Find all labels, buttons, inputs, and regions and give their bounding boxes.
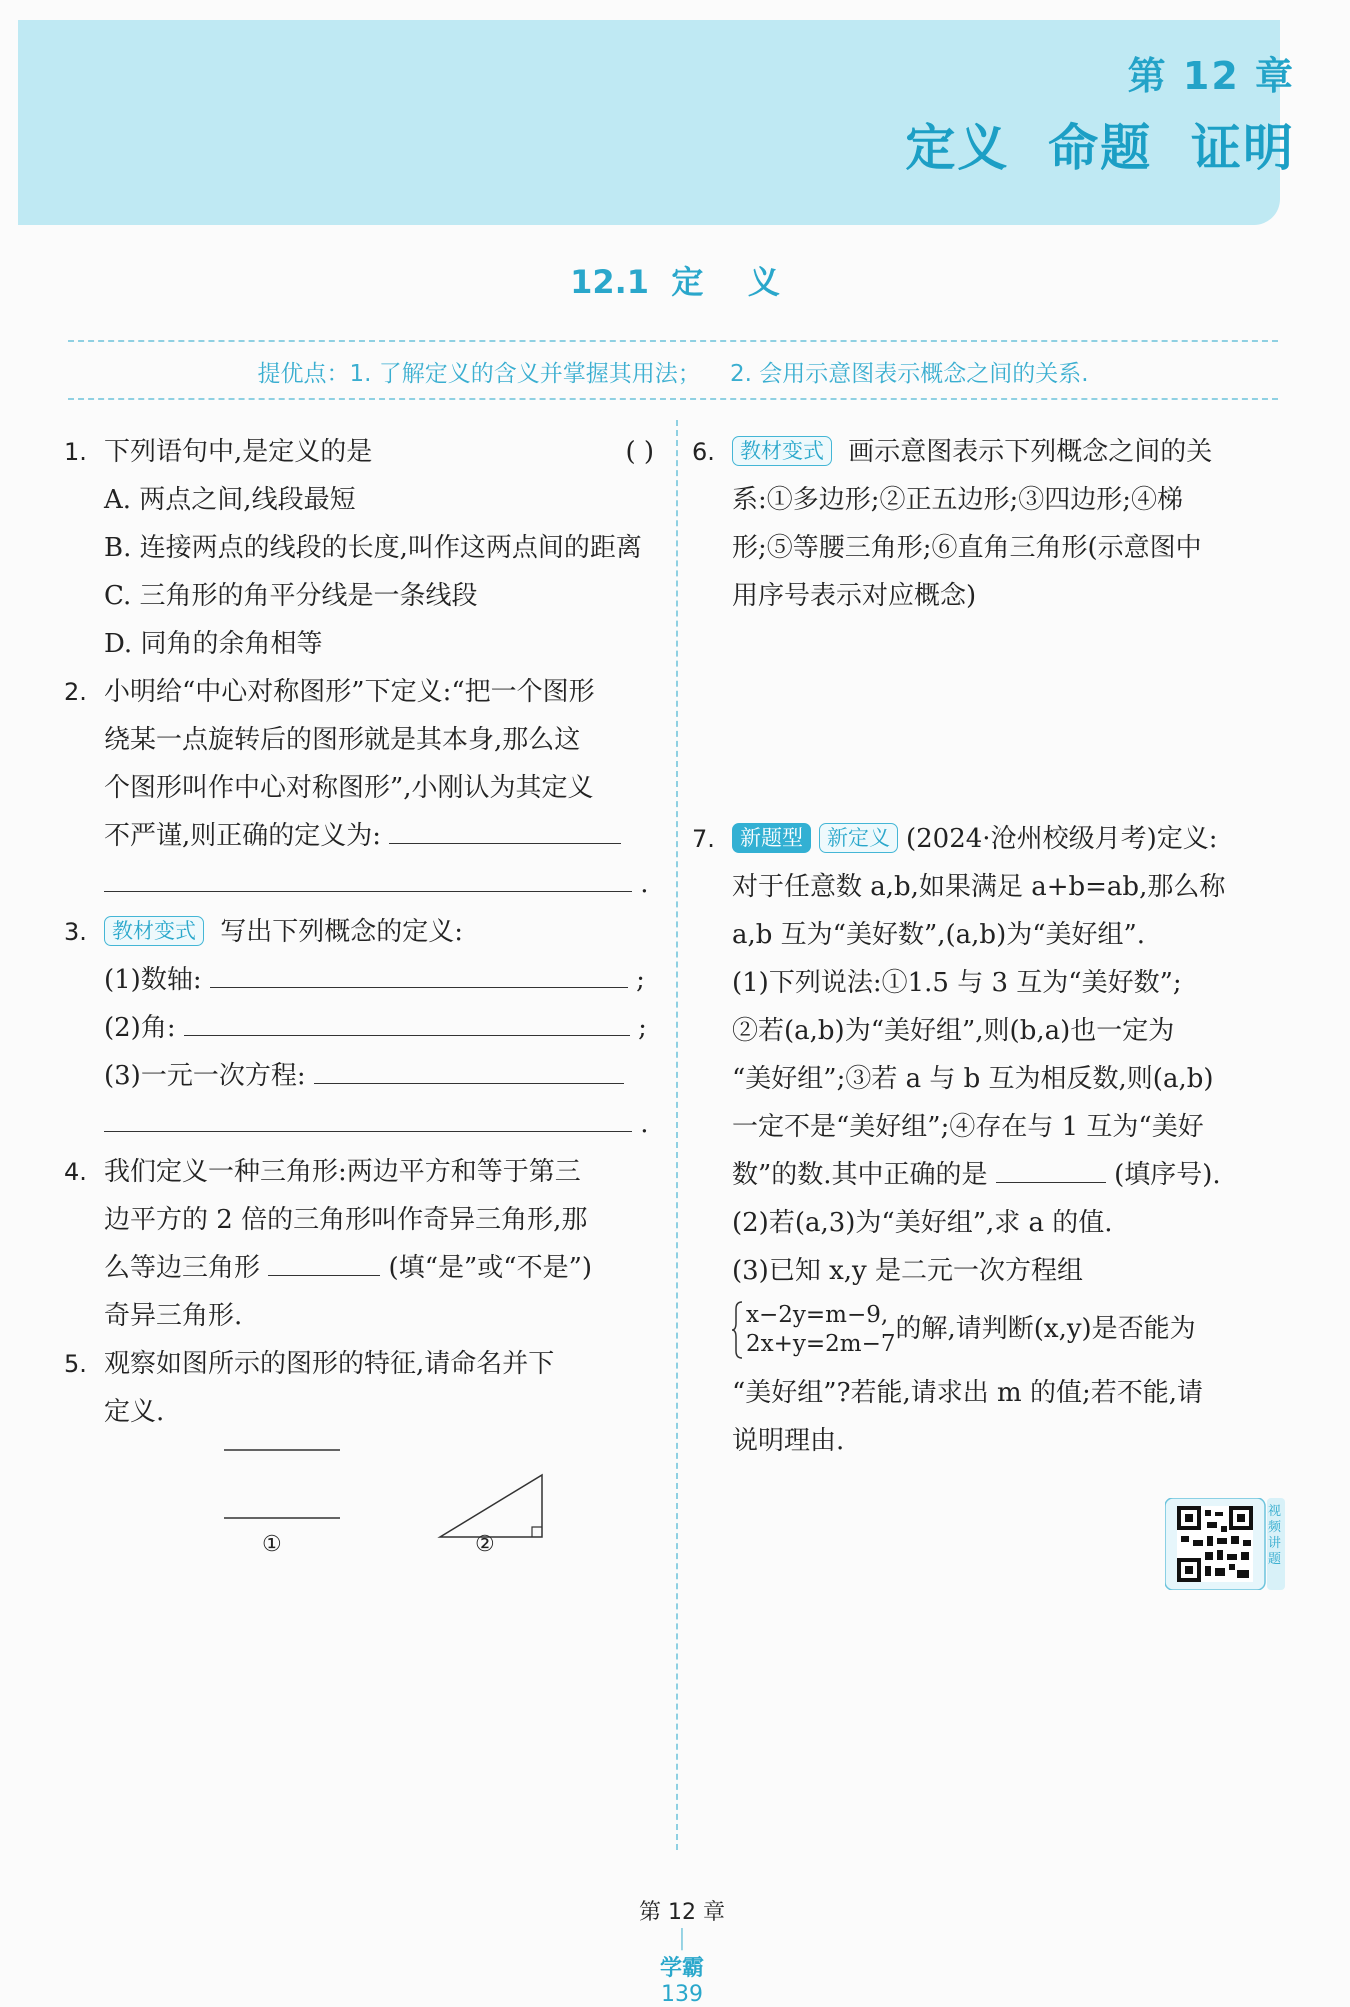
semicolon: ; bbox=[638, 1013, 647, 1043]
section-title: 12.1 定 义 bbox=[570, 263, 780, 301]
question-6 bbox=[692, 428, 1282, 620]
qr-code-icon bbox=[1165, 1498, 1285, 1590]
answer-blank[interactable] bbox=[184, 1005, 630, 1036]
new-type-tag: 新题型 bbox=[732, 823, 811, 853]
question-number: 7. bbox=[692, 825, 715, 853]
answer-paren: ( ) bbox=[625, 437, 654, 467]
item-label: (3)一元一次方程: bbox=[104, 1061, 306, 1091]
text-line: 观察如图所示的图形的特征,请命名并下 bbox=[104, 1349, 555, 1379]
text-line: 不严谨,则正确的定义为: bbox=[104, 821, 382, 851]
question-number: 2. bbox=[64, 678, 87, 706]
right-triangle bbox=[440, 1475, 542, 1537]
text-line: 用序号表示对应概念) bbox=[732, 581, 977, 611]
question-number: 6. bbox=[692, 438, 715, 466]
text-line: 奇异三角形. bbox=[104, 1301, 243, 1331]
brace-icon bbox=[732, 1301, 744, 1359]
figure-1-label: ① bbox=[262, 1532, 282, 1557]
chapter-title: 定义 命题 证明 bbox=[905, 119, 1295, 177]
q5-figures bbox=[200, 1430, 560, 1570]
option-b: B. 连接两点的线段的长度,叫作这两点间的距离 bbox=[104, 533, 642, 563]
option-c: C. 三角形的角平分线是一条线段 bbox=[104, 581, 478, 611]
textbook-variant-tag: 教材变式 bbox=[732, 436, 832, 466]
text-line: 画示意图表示下列概念之间的关 bbox=[848, 437, 1213, 467]
question-number: 5. bbox=[64, 1350, 87, 1378]
text-line: 说明理由. bbox=[732, 1426, 845, 1456]
text-line: “美好组”;③若 a 与 b 互为相反数,则(a,b) bbox=[732, 1064, 1214, 1094]
equation-1: x−2y=m−9, bbox=[746, 1302, 889, 1328]
learning-goals-text: 提优点：1. 了解定义的含义并掌握其用法； 2. 会用示意图表示概念之间的关系. bbox=[257, 361, 1089, 387]
footer-chapter: 第 12 章 bbox=[639, 1900, 725, 1925]
equation-system bbox=[732, 1301, 896, 1359]
question-3 bbox=[64, 908, 654, 1148]
question-5 bbox=[64, 1340, 654, 1436]
question-stem: 写出下列概念的定义: bbox=[220, 917, 464, 947]
text-line: 对于任意数 a,b,如果满足 a+b=ab,那么称 bbox=[732, 872, 1226, 902]
end-period: . bbox=[640, 1109, 649, 1139]
answer-blank[interactable] bbox=[268, 1245, 380, 1276]
text-line: 系:①多边形;②正五边形;③四边形;④梯 bbox=[732, 485, 1184, 515]
qr-caption: 视频讲题 bbox=[1268, 1504, 1282, 1567]
footer-brand: 学霸 bbox=[659, 1956, 704, 1981]
text-line: 一定不是“美好组”;④存在与 1 互为“美好 bbox=[732, 1112, 1204, 1142]
item-label: (2)角: bbox=[104, 1013, 176, 1043]
text-line: (1)下列说法:①1.5 与 3 互为“美好数”; bbox=[732, 968, 1182, 998]
column-divider bbox=[676, 420, 678, 1850]
text-line: (填“是”或“不是”) bbox=[388, 1253, 593, 1283]
text-line: 小明给“中心对称图形”下定义:“把一个图形 bbox=[104, 677, 595, 707]
answer-blank[interactable] bbox=[210, 957, 628, 988]
figure-2-label: ② bbox=[475, 1532, 495, 1557]
text-line: 的解,请判断(x,y)是否能为 bbox=[895, 1314, 1196, 1344]
video-qr-code[interactable] bbox=[1165, 1498, 1285, 1590]
text-line: (2)若(a,3)为“美好组”,求 a 的值. bbox=[732, 1208, 1113, 1238]
text-line: 定义. bbox=[104, 1397, 165, 1427]
answer-blank[interactable] bbox=[996, 1152, 1106, 1183]
end-period: . bbox=[640, 869, 649, 899]
text-line: (填序号). bbox=[1114, 1160, 1221, 1190]
answer-blank[interactable] bbox=[104, 1101, 632, 1132]
page-number: 139 bbox=[661, 1982, 703, 2007]
semicolon: ; bbox=[636, 965, 645, 995]
question-number: 3. bbox=[64, 918, 87, 946]
answer-blank[interactable] bbox=[314, 1053, 624, 1084]
text-line: (3)已知 x,y 是二元一次方程组 bbox=[732, 1256, 1083, 1286]
textbook-variant-tag: 教材变式 bbox=[104, 916, 204, 946]
question-number: 1. bbox=[64, 438, 87, 466]
option-a: A. 两点之间,线段最短 bbox=[104, 485, 356, 515]
equation-2: 2x+y=2m−7 bbox=[746, 1331, 896, 1357]
answer-blank[interactable] bbox=[389, 813, 621, 844]
learning-goals-box bbox=[68, 340, 1278, 400]
text-line: ②若(a,b)为“美好组”,则(b,a)也一定为 bbox=[732, 1016, 1175, 1046]
text-line: 形;⑤等腰三角形;⑥直角三角形(示意图中 bbox=[732, 533, 1202, 563]
right-angle-mark bbox=[532, 1527, 542, 1537]
text-line: 个图形叫作中心对称图形”,小刚认为其定义 bbox=[104, 773, 594, 803]
question-7 bbox=[692, 815, 1282, 1465]
option-d: D. 同角的余角相等 bbox=[104, 629, 323, 659]
question-2 bbox=[64, 668, 654, 908]
question-stem: 下列语句中,是定义的是 bbox=[104, 437, 373, 467]
text-line: 数”的数.其中正确的是 bbox=[732, 1160, 988, 1190]
text-line: (2024·沧州校级月考)定义: bbox=[906, 824, 1218, 854]
text-line: 么等边三角形 bbox=[104, 1253, 261, 1283]
text-line: 我们定义一种三角形:两边平方和等于第三 bbox=[104, 1157, 581, 1187]
text-line: a,b 互为“美好数”,(a,b)为“美好组”. bbox=[732, 920, 1146, 950]
page-footer: 第 12 章 | 学霸 139 bbox=[639, 1900, 725, 2007]
question-4 bbox=[64, 1148, 654, 1340]
text-line: 边平方的 2 倍的三角形叫作奇异三角形,那 bbox=[104, 1205, 588, 1235]
text-line: 绕某一点旋转后的图形就是其本身,那么这 bbox=[104, 725, 581, 755]
question-number: 4. bbox=[64, 1158, 87, 1186]
chapter-label: 第 12 章 bbox=[1127, 54, 1295, 98]
new-definition-tag: 新定义 bbox=[819, 823, 898, 853]
item-label: (1)数轴: bbox=[104, 965, 202, 995]
answer-blank[interactable] bbox=[104, 861, 632, 892]
text-line: “美好组”?若能,请求出 m 的值;若不能,请 bbox=[732, 1378, 1203, 1408]
question-1 bbox=[64, 428, 654, 668]
